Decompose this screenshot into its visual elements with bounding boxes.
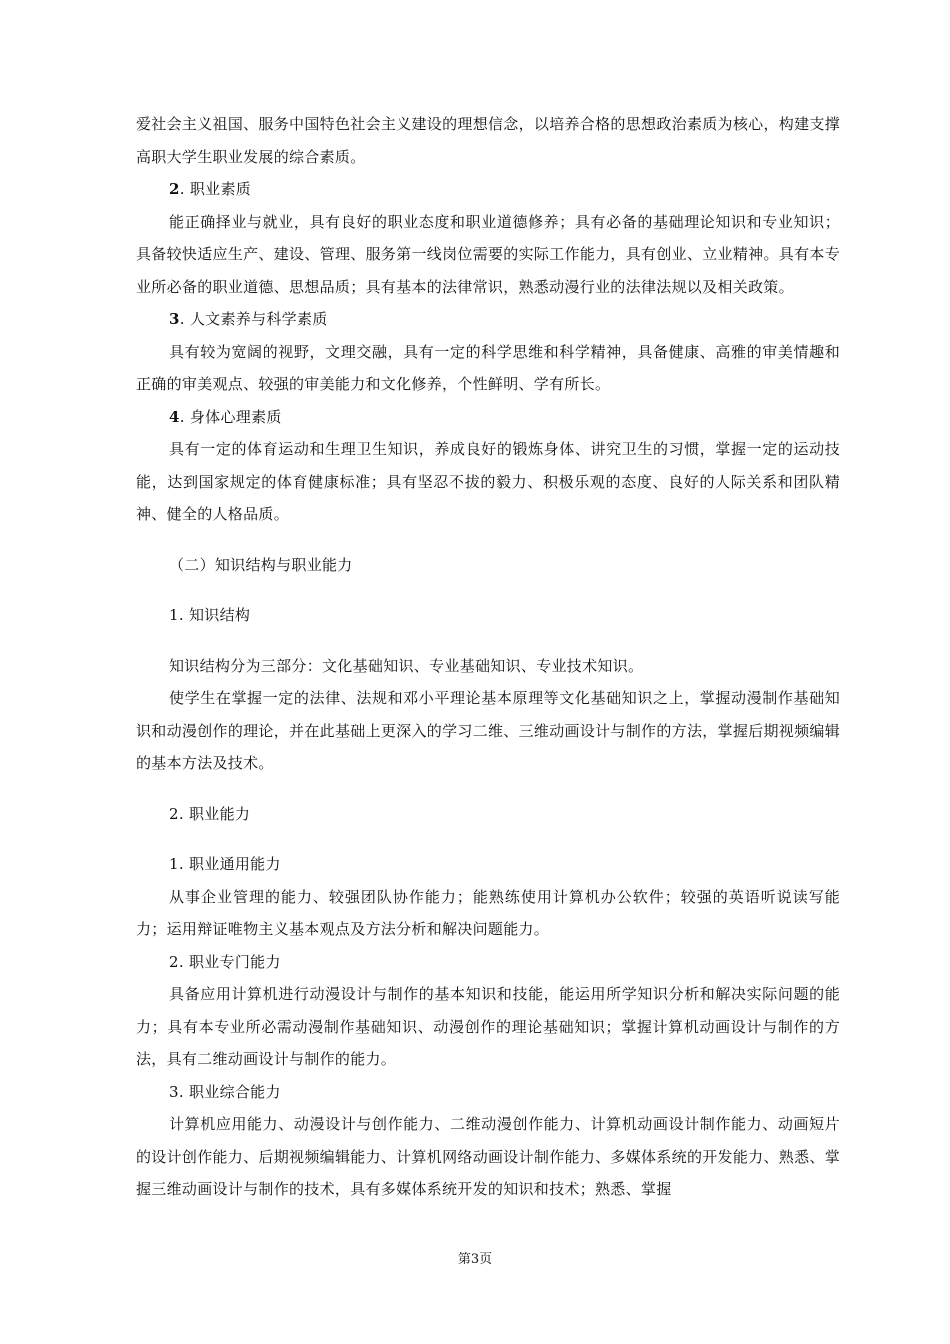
heading-humanities-science (136, 303, 840, 336)
spacer (136, 581, 840, 599)
heading-professional-quality (136, 173, 840, 206)
heading-number: 2 (169, 180, 180, 198)
comprehensive-ability-paragraph: 计算机应用能力、动漫设计与创作能力、二维动漫创作能力、计算机动画设计制作能力、动画短片的设计创作能力、后期视频编辑能力、计算机网络动画设计制作能力、多媒体系统的开发能力、熟悉、掌握三维动画设计与制作的技术，具有多媒体系统开发的知识和技术；熟悉、掌握 (136, 1115, 840, 1198)
heading-specialized-ability: 2. 职业专门能力 (169, 952, 281, 971)
subheading-professional-ability: 2. 职业能力 (169, 804, 251, 823)
heading-number: 3 (169, 310, 180, 328)
heading-physical-mental (136, 401, 840, 434)
general-ability-paragraph: 从事企业管理的能力、较强团队协作能力；能熟练使用计算机办公软件；较强的英语听说读写能力；运用辩证唯物主义基本观点及方法分析和解决问题能力。 (136, 887, 840, 938)
humanities-science-paragraph: 具有较为宽阔的视野，文理交融，具有一定的科学思维和科学精神，具备健康、高雅的审美情趣和正确的审美观点、较强的审美能力和文化修养，个性鲜明、学有所长。 (136, 342, 840, 393)
heading-comprehensive-ability: 3. 职业综合能力 (169, 1082, 281, 1101)
physical-mental-paragraph: 具有一定的体育运动和生理卫生知识，养成良好的锻炼身体、讲究卫生的习惯，掌握一定的运动技能，达到国家规定的体育健康标准；具有坚忍不拔的毅力、积极乐观的态度、良好的人际关系和团队精神、健全的人格品质。 (136, 440, 840, 523)
page-number: 第3页 (457, 1252, 493, 1267)
section-title: （二）知识结构与职业能力 (169, 555, 353, 574)
heading-text: . 人文素养与科学素质 (179, 310, 328, 328)
spacer (136, 830, 840, 848)
page-body (136, 108, 840, 1206)
spacer (136, 531, 840, 549)
specialized-ability-paragraph: 具备应用计算机进行动漫设计与制作的基本知识和技能，能运用所学知识分析和解决实际问题的能力；具有本专业所必需动漫制作基础知识、动漫创作的理论基础知识；掌握计算机动画设计与制作的方法，具有二维动画设计与制作的能力。 (136, 985, 840, 1068)
spacer (136, 632, 840, 650)
professional-quality-paragraph: 能正确择业与就业，具有良好的职业态度和职业道德修养；具有必备的基础理论知识和专业知识；具备较快适应生产、建设、管理、服务第一线岗位需要的实际工作能力，具有创业、立业精神。具有本专业所必备的职业道德、思想品质；具有基本的法律常识，熟悉动漫行业的法律法规以及相关政策。 (136, 212, 840, 296)
spacer (136, 780, 840, 798)
knowledge-structure-paragraph-1: 知识结构分为三部分：文化基础知识、专业基础知识、专业技术知识。 (169, 656, 644, 675)
heading-general-ability: 1. 职业通用能力 (169, 855, 281, 873)
heading-text: . 职业素质 (179, 180, 252, 198)
heading-number: 4 (169, 407, 180, 426)
heading-text: . 身体心理素质 (179, 407, 282, 426)
subheading-knowledge-structure: 1. 知识结构 (169, 606, 251, 624)
intro-paragraph: 爱社会主义祖国、服务中国特色社会主义建设的理想信念，以培养合格的思想政治素质为核心，构建支撑高职大学生职业发展的综合素质。 (136, 115, 840, 166)
knowledge-structure-paragraph-2: 使学生在掌握一定的法律、法规和邓小平理论基本原理等文化基础知识之上，掌握动漫制作基础知识和动漫创作的理论，并在此基础上更深入的学习二维、三维动画设计与制作的方法，掌握后期视频编辑的基本方法及技术。 (136, 689, 840, 772)
